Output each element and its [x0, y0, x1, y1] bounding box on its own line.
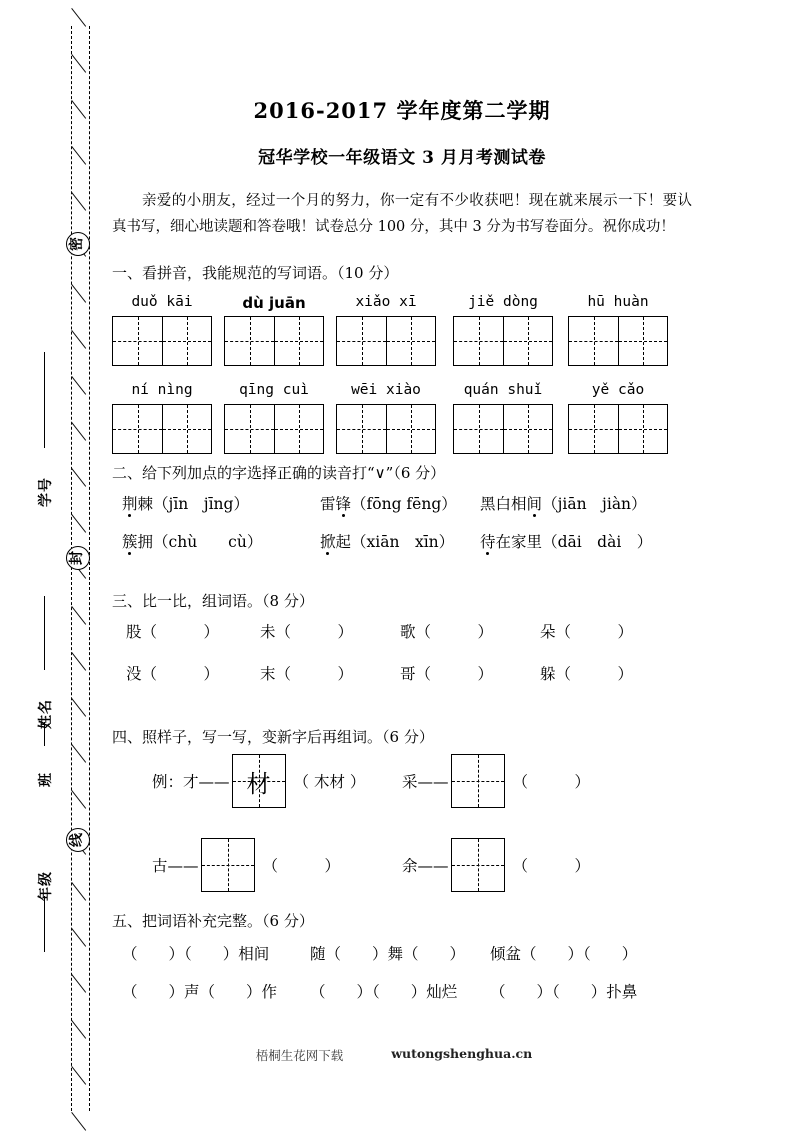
pinyin-text: qīng cuì — [239, 382, 309, 398]
new-character-answer-blank[interactable]: （ ） — [512, 773, 591, 791]
word-character: 雷 — [320, 495, 336, 513]
tianzige-cell[interactable] — [503, 405, 552, 453]
compare-word-blank[interactable]: 歌（ ） — [400, 623, 494, 641]
complete-phrase-blank[interactable]: （ ）（ ）灿烂 — [310, 983, 458, 1001]
reading-choice-item[interactable] — [122, 492, 249, 514]
seal-hatch-stroke — [71, 1112, 86, 1131]
tianzige-cell[interactable] — [452, 755, 504, 807]
pinyin-word-group — [453, 382, 553, 454]
tianzige-grid[interactable] — [224, 316, 324, 366]
new-character-item[interactable] — [152, 754, 365, 808]
pinyin-text: hū huàn — [587, 294, 649, 310]
word-character: 白 — [495, 495, 512, 513]
seal-hatch-stroke — [71, 606, 86, 625]
section-5-heading: 五、把词语补充完整。（6 分） — [112, 912, 314, 930]
pinyin-word-group — [112, 294, 212, 366]
dotted-character: 荆 — [122, 495, 138, 513]
field-rule-class — [44, 722, 45, 746]
new-character-row-2 — [112, 838, 692, 900]
tianzige-grid[interactable] — [201, 838, 255, 892]
tianzige-grid[interactable] — [453, 404, 553, 454]
field-label-grade: 年级 — [38, 871, 54, 901]
seal-hatch-stroke — [71, 1066, 86, 1085]
footer-site-url: wutongshenghua.cn — [391, 1046, 533, 1061]
pinyin-text: wēi xiào — [351, 382, 421, 398]
complete-phrase-blank[interactable]: （ ）声（ ）作 — [122, 983, 278, 1001]
compare-words-row-1 — [112, 620, 692, 662]
new-character-prompt: 例：才—— — [152, 773, 230, 791]
dotted-character: 簇 — [122, 533, 138, 551]
seal-hatch-stroke — [71, 882, 86, 901]
pronunciation-options[interactable]: （dāi dài ） — [542, 533, 653, 551]
reading-choice-item[interactable] — [320, 530, 454, 552]
seal-hatch-stroke — [71, 974, 86, 993]
seal-hatch-stroke — [71, 100, 86, 119]
pinyin-word-group — [112, 382, 212, 454]
tianzige-cell[interactable] — [113, 405, 162, 453]
tianzige-cell[interactable] — [618, 317, 667, 365]
pinyin-word-group — [568, 294, 668, 366]
tianzige-cell[interactable] — [386, 317, 435, 365]
tianzige-grid[interactable] — [451, 754, 505, 808]
tianzige-cell[interactable] — [454, 317, 503, 365]
field-label-name: 姓名 — [38, 699, 54, 729]
word-character: 黑 — [480, 495, 496, 513]
tianzige-grid[interactable] — [453, 316, 553, 366]
section-4-heading: 四、照样子，写一写，变新字后再组词。（6 分） — [112, 728, 434, 746]
seal-hatch-stroke — [71, 744, 86, 763]
tianzige-grid[interactable] — [336, 316, 436, 366]
complete-phrase-row-1 — [112, 942, 692, 980]
seal-hatch-stroke — [71, 652, 86, 671]
compare-words-row-2 — [112, 662, 692, 704]
new-character-prompt: 采—— — [402, 773, 449, 791]
compare-word-blank[interactable]: 未（ ） — [260, 623, 354, 641]
pinyin-text: quán shuǐ — [463, 382, 543, 398]
pronunciation-options[interactable]: （fōng fēng） — [351, 495, 457, 513]
new-character-item[interactable] — [402, 838, 590, 892]
new-character-item[interactable] — [152, 838, 340, 892]
tianzige-cell[interactable] — [452, 839, 504, 891]
tianzige-grid[interactable] — [568, 404, 668, 454]
seal-hatch-stroke — [71, 790, 86, 809]
field-rule-student-number — [44, 352, 45, 448]
seal-hatch-stroke — [71, 376, 86, 395]
tianzige-grid[interactable] — [568, 316, 668, 366]
complete-phrase-blank[interactable]: （ ）（ ）相间 — [122, 945, 270, 963]
pinyin-word-group — [224, 382, 324, 454]
seal-hatch-stroke — [71, 330, 86, 349]
word-character: 棘 — [137, 495, 154, 513]
new-character-answer-blank[interactable]: （ ） — [262, 857, 341, 875]
seal-hatch-stroke — [71, 146, 86, 165]
seal-hatch-stroke — [71, 514, 86, 533]
pinyin-word-group — [336, 382, 436, 454]
seal-hatch-stroke — [71, 1020, 86, 1039]
dotted-character: 锋 — [335, 495, 352, 513]
tianzige-cell[interactable] — [233, 755, 285, 807]
compare-word-blank[interactable]: 没（ ） — [126, 665, 220, 683]
tianzige-grid[interactable] — [112, 316, 212, 366]
word-character: 相 — [511, 495, 527, 513]
seal-mark-feng: 封 — [66, 546, 90, 570]
pinyin-row-2 — [112, 382, 692, 460]
pronunciation-options[interactable]: （xiān xīn） — [351, 533, 455, 551]
tianzige-grid[interactable] — [112, 404, 212, 454]
tianzige-grid[interactable] — [336, 404, 436, 454]
new-character-prompt: 余—— — [402, 857, 449, 875]
reading-choice-row-1 — [112, 492, 692, 530]
new-character-prompt: 古—— — [152, 857, 199, 875]
complete-phrase-blank[interactable]: （ ）（ ）扑鼻 — [490, 983, 638, 1001]
tianzige-cell[interactable] — [569, 405, 618, 453]
tianzige-cell[interactable] — [225, 405, 274, 453]
seal-mark-mi: 密 — [66, 232, 90, 256]
tianzige-grid[interactable] — [232, 754, 286, 808]
pronunciation-options[interactable]: （chù cù） — [153, 533, 263, 551]
footer-source: 梧桐生花网下载 — [255, 1048, 344, 1063]
tianzige-cell[interactable] — [162, 405, 211, 453]
tianzige-cell[interactable] — [337, 405, 386, 453]
tianzige-cell[interactable] — [113, 317, 162, 365]
complete-phrase-row-2 — [112, 980, 692, 1018]
seal-hatch-stroke — [71, 698, 86, 717]
pinyin-text: yě cǎo — [591, 382, 645, 398]
word-character: 家 — [511, 533, 527, 551]
tianzige-cell-char: 材 — [246, 769, 271, 798]
field-label-student-number: 学号 — [38, 477, 54, 507]
word-character: 起 — [335, 533, 352, 551]
word-character: 在 — [495, 533, 512, 551]
pinyin-word-group — [224, 294, 324, 366]
field-rule-grade — [44, 896, 45, 952]
pinyin-text: duǒ kāi — [131, 294, 193, 310]
compare-word-blank[interactable]: 股（ ） — [126, 623, 220, 641]
page-footer — [104, 1046, 684, 1064]
reading-choice-item[interactable] — [480, 492, 647, 514]
seal-hatch-stroke — [71, 468, 86, 487]
tianzige-cell[interactable] — [454, 405, 503, 453]
tianzige-cell[interactable] — [618, 405, 667, 453]
seal-hatch-stroke — [71, 422, 86, 441]
pinyin-row-1 — [112, 294, 692, 372]
reading-choice-item[interactable] — [122, 530, 262, 552]
tianzige-grid[interactable] — [451, 838, 505, 892]
section-2-heading: 二、给下列加点的字选择正确的读音打“∨”（6 分） — [112, 464, 446, 482]
section-3-heading: 三、比一比，组词语。（8 分） — [112, 592, 314, 610]
complete-phrase-blank[interactable]: 倾盆（ ）（ ） — [490, 945, 638, 963]
seal-hatch-stroke — [71, 928, 86, 947]
dotted-character: 间 — [526, 495, 543, 513]
tianzige-cell[interactable] — [274, 317, 323, 365]
tianzige-cell[interactable] — [569, 317, 618, 365]
seal-hatch-stroke — [71, 8, 86, 27]
dotted-character: 掀 — [320, 533, 336, 551]
seal-hatch-stroke — [71, 192, 86, 211]
field-label-class: 班 — [38, 772, 54, 787]
pinyin-text: ní nìng — [131, 382, 193, 398]
tianzige-cell[interactable] — [225, 317, 274, 365]
tianzige-cell[interactable] — [386, 405, 435, 453]
pinyin-text: xiǎo xī — [355, 294, 417, 310]
new-character-item[interactable] — [402, 754, 590, 808]
pinyin-word-group — [336, 294, 436, 366]
tianzige-grid[interactable] — [224, 404, 324, 454]
new-character-row-1 — [112, 754, 692, 816]
page-title-exam: 冠华学校一年级语文 3 月月考测试卷 — [258, 148, 546, 168]
pronunciation-options[interactable]: （jiān jiàn） — [542, 495, 647, 513]
tianzige-cell[interactable] — [337, 317, 386, 365]
reading-choice-item[interactable] — [320, 492, 457, 514]
tianzige-cell[interactable] — [162, 317, 211, 365]
section-1-heading: 一、看拼音，我能规范的写词语。（10 分） — [112, 264, 399, 282]
seal-hatch-stroke — [71, 54, 86, 73]
seal-mark-xian: 线 — [66, 828, 90, 852]
pinyin-word-group — [568, 382, 668, 454]
tianzige-cell[interactable] — [274, 405, 323, 453]
pinyin-text: dù juān — [242, 294, 306, 312]
compare-word-blank[interactable]: 朵（ ） — [540, 623, 634, 641]
pronunciation-options[interactable]: （jīn jīng） — [153, 495, 249, 513]
seal-hatch-stroke — [71, 284, 86, 303]
word-character: 拥 — [137, 533, 154, 551]
complete-phrase-blank[interactable]: 随（ ）舞（ ） — [310, 945, 466, 963]
pinyin-text: jiě dòng — [468, 294, 538, 310]
word-character: 里 — [526, 533, 543, 551]
compare-word-blank[interactable]: 躲（ ） — [540, 665, 634, 683]
exam-sheet — [104, 0, 793, 1122]
reading-choice-item[interactable] — [480, 530, 652, 552]
reading-choice-row-2 — [112, 530, 692, 568]
new-character-answer-blank[interactable]: （ 木材 ） — [293, 773, 366, 791]
page-title-term: 2016-2017 学年度第二学期 — [253, 98, 551, 123]
tianzige-cell[interactable] — [202, 839, 254, 891]
compare-word-blank[interactable]: 哥（ ） — [400, 665, 494, 683]
intro-paragraph: 亲爱的小朋友，经过一个月的努力，你一定有不少收获吧！现在就来展示一下！要认真书写，细心地读题和答卷哦！试卷总分 100 分，其中 3 分为书写卷面分。祝你成功！ — [112, 193, 692, 235]
new-character-answer-blank[interactable]: （ ） — [512, 857, 591, 875]
sealing-line-strip — [0, 0, 104, 1122]
dotted-character: 待 — [480, 533, 496, 551]
field-rule-name — [44, 596, 45, 670]
compare-word-blank[interactable]: 末（ ） — [260, 665, 354, 683]
pinyin-word-group — [453, 294, 553, 366]
tianzige-cell[interactable] — [503, 317, 552, 365]
